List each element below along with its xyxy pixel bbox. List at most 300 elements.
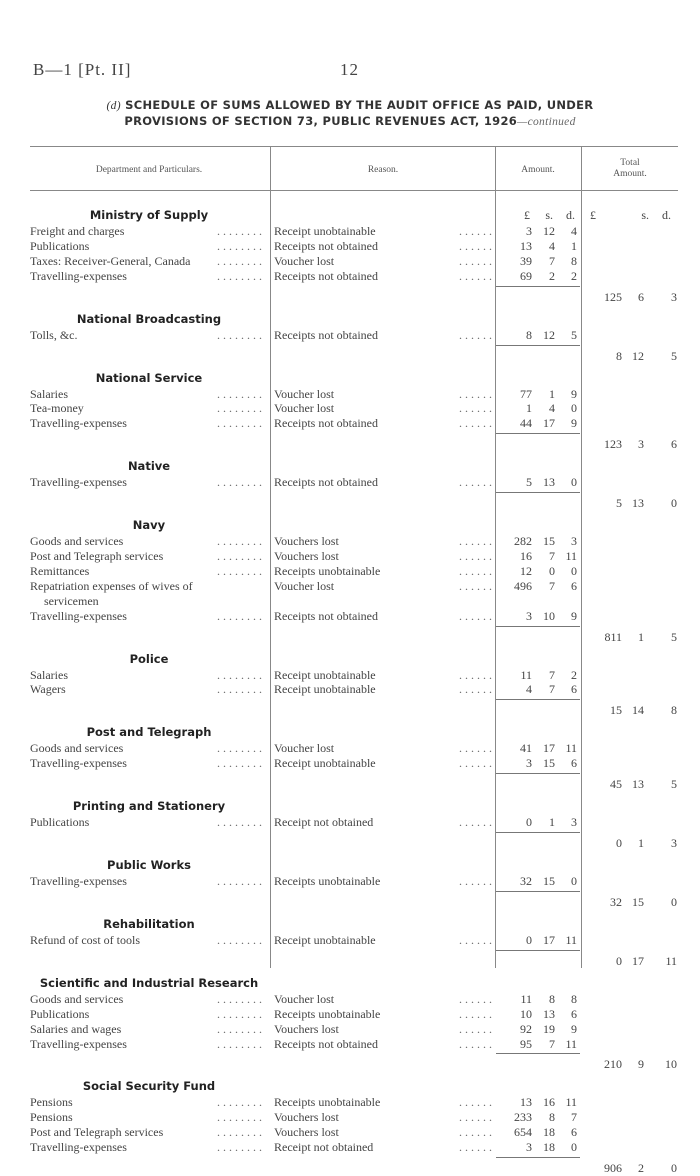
amount-shillings: 0 <box>549 563 555 578</box>
leader-dots: . . . . . . . . <box>213 387 262 402</box>
amount-shillings: 12 <box>543 224 555 238</box>
leader-dots: . . . . . . <box>455 328 492 343</box>
reason-text: Receipt not obtained <box>274 815 374 830</box>
leader-dots: . . . . . . . . <box>213 1037 262 1052</box>
subtotal-rule <box>496 699 580 700</box>
particulars-cell <box>30 475 262 490</box>
leader-dots: . . . . . . . . <box>213 254 262 269</box>
reason-cell <box>274 609 492 624</box>
reason-text: Receipt unobtainable <box>274 682 376 697</box>
amount-shillings: 12 <box>543 327 555 342</box>
reason-text: Receipts unobtainable <box>274 563 381 578</box>
section-heading: National Broadcasting <box>76 311 222 326</box>
leader-dots: . . . . . . <box>455 682 492 697</box>
amount-shillings: 7 <box>549 253 555 268</box>
amount-pounds: 654 <box>514 1125 532 1140</box>
section-heading: Public Works <box>107 858 191 872</box>
leader-dots: . . . . . . . . <box>213 992 262 1007</box>
particulars-text: Publications <box>30 815 90 830</box>
section-total <box>588 437 680 451</box>
section-total <box>588 777 680 791</box>
reason-cell <box>274 682 492 697</box>
amount-pounds: 16 <box>520 549 532 563</box>
total-pence: 10 <box>665 1057 677 1072</box>
amount-cell <box>498 682 582 696</box>
total-pence: 5 <box>671 777 677 792</box>
amount-pence: 2 <box>571 667 577 682</box>
leader-dots: . . . . . . . . <box>213 1110 262 1125</box>
reason-text: Receipts not obtained <box>274 475 378 490</box>
particulars-text: servicemen <box>44 593 99 608</box>
leader-dots: . . . . . . . . <box>213 815 262 830</box>
total-pounds: 0 <box>616 836 622 850</box>
particulars-cell <box>30 992 262 1007</box>
reason-text: Voucher lost <box>274 991 335 1006</box>
reason-cell <box>274 756 492 771</box>
leader-dots: . . . . . . . . <box>213 416 262 431</box>
amount-pence: 9 <box>571 1021 577 1036</box>
total-shillings: 6 <box>638 289 644 304</box>
reason-text: Receipts not obtained <box>274 238 378 253</box>
section-heading: Ministry of Supply <box>89 208 209 222</box>
reason-text: Vouchers lost <box>274 1125 339 1140</box>
leader-dots: . . . . . . . . <box>213 1022 262 1037</box>
amount-shillings: 7 <box>549 682 555 697</box>
amount-pounds: 282 <box>514 534 532 549</box>
amount-pence: 8 <box>571 991 577 1006</box>
reason-text: Receipts not obtained <box>274 608 378 623</box>
subtotal-rule <box>496 433 580 434</box>
amount-shillings: 18 <box>543 1125 555 1140</box>
total-pence: 11 <box>665 953 677 968</box>
amount-cell <box>498 269 582 283</box>
particulars-text: Freight and charges <box>30 224 125 238</box>
leader-dots: . . . . . . . . <box>213 328 262 343</box>
section-total <box>588 1161 680 1175</box>
reason-cell <box>274 254 492 269</box>
particulars-cell <box>30 269 262 284</box>
leader-dots: . . . . . . <box>455 874 492 889</box>
total-pounds: 15 <box>610 703 622 718</box>
total-shillings: 13 <box>632 777 644 792</box>
amount-cell <box>498 579 582 593</box>
reason-cell <box>274 741 492 756</box>
particulars-cell <box>30 1022 262 1037</box>
particulars-cell <box>30 254 262 269</box>
amount-pounds: 8 <box>526 327 532 342</box>
amount-shillings: 15 <box>543 534 555 549</box>
particulars-cell <box>30 682 262 697</box>
amount-cell <box>498 549 582 563</box>
reason-cell <box>274 1095 492 1110</box>
amount-cell <box>498 564 582 578</box>
particulars-text: Goods and services <box>30 991 124 1006</box>
particulars-text: Publications <box>30 1006 90 1021</box>
leader-dots: . . . . . . <box>455 1110 492 1125</box>
amount-cell <box>498 328 582 342</box>
particulars-text: Pensions <box>30 1110 73 1125</box>
amount-pounds: 13 <box>520 1095 532 1110</box>
amount-pence: 0 <box>571 401 577 416</box>
particulars-cell <box>30 1037 262 1052</box>
section-heading: Post and Telegraph <box>86 725 212 740</box>
section-total <box>588 954 680 968</box>
amount-pounds: 3 <box>526 1140 532 1155</box>
amount-pounds: 496 <box>514 578 532 593</box>
reason-text: Voucher lost <box>274 386 335 401</box>
particulars-text: Salaries <box>30 667 68 682</box>
amount-pounds: 41 <box>520 741 532 756</box>
leader-dots: . . . . . . <box>455 1125 492 1140</box>
amount-shillings-header: s. <box>545 208 553 222</box>
particulars-text: Pensions <box>30 1095 73 1110</box>
total-shillings: 12 <box>632 348 644 363</box>
amount-pence: 0 <box>571 1140 577 1155</box>
leader-dots: . . . . . . <box>455 549 492 564</box>
total-pounds: 811 <box>604 629 622 644</box>
particulars-text: Travelling-expenses <box>30 756 127 771</box>
subtotal-rule <box>496 1053 580 1054</box>
total-shillings: 15 <box>632 894 644 909</box>
amount-pence: 3 <box>571 815 577 830</box>
amount-pence: 9 <box>571 416 577 431</box>
amount-shillings: 15 <box>543 874 555 888</box>
particulars-cell <box>30 579 262 594</box>
reason-text: Voucher lost <box>274 578 335 593</box>
leader-dots: . . . . . . <box>455 1037 492 1052</box>
reason-text: Receipts not obtained <box>274 268 378 283</box>
amount-pence: 11 <box>565 932 577 947</box>
amount-shillings: 16 <box>543 1095 555 1110</box>
subtotal-rule <box>496 832 580 833</box>
subtotal-rule <box>496 950 580 951</box>
total-shillings: 2 <box>638 1161 644 1175</box>
amount-pounds: 4 <box>526 682 532 697</box>
section-heading: Native <box>127 459 171 474</box>
amount-pounds: 3 <box>526 608 532 623</box>
amount-pounds: 11 <box>520 667 532 682</box>
leader-dots: . . . . . . . . <box>213 549 262 564</box>
amount-cell <box>498 1140 582 1154</box>
amount-pounds: 77 <box>520 386 532 401</box>
amount-pence: 5 <box>571 327 577 342</box>
leader-dots: . . . . . . . . <box>213 239 262 254</box>
amount-pence: 6 <box>571 1006 577 1021</box>
leader-dots: . . . . . . <box>455 1022 492 1037</box>
total-pence-header: d. <box>662 208 671 222</box>
section-heading: Police <box>129 651 169 666</box>
column-header-department: Department and Particulars. <box>95 165 203 175</box>
leader-dots: . . . . . . <box>455 224 492 239</box>
particulars-text: Travelling-expenses <box>30 608 127 623</box>
amount-shillings: 17 <box>543 741 555 756</box>
leader-dots: . . . . . . . . <box>213 609 262 624</box>
total-pence: 5 <box>671 348 677 363</box>
particulars-cell <box>30 609 262 624</box>
leader-dots: . . . . . . <box>455 475 492 490</box>
total-pence: 0 <box>671 496 677 511</box>
title-text-1: SCHEDULE OF SUMS ALLOWED BY THE AUDIT OFFICE AS PAID, UNDER <box>125 98 594 112</box>
leader-dots: . . . . . . <box>455 1140 492 1155</box>
amount-pence: 9 <box>571 386 577 401</box>
particulars-text: Salaries and wages <box>30 1021 122 1036</box>
section-heading: Social Security Fund <box>82 1079 216 1094</box>
leader-dots: . . . . . . <box>455 239 492 254</box>
total-pounds: 45 <box>610 777 622 792</box>
particulars-cell <box>30 328 262 343</box>
amount-pounds: 11 <box>520 991 532 1006</box>
reason-cell <box>274 1007 492 1022</box>
particulars-text: Travelling-expenses <box>30 268 127 283</box>
leader-dots: . . . . . . . . <box>213 874 262 889</box>
particulars-cell <box>30 416 262 431</box>
total-pence: 3 <box>671 289 677 304</box>
leader-dots: . . . . . . <box>455 668 492 683</box>
subtotal-rule <box>496 286 580 287</box>
section-total <box>588 1057 680 1071</box>
section-total <box>588 630 680 644</box>
total-pounds: 32 <box>610 894 622 909</box>
leader-dots: . . . . . . . . <box>213 269 262 284</box>
amount-pounds: 95 <box>520 1036 532 1051</box>
title-suffix: —continued <box>517 116 576 128</box>
leader-dots: . . . . . . . . <box>213 564 262 579</box>
total-pence: 3 <box>671 836 677 850</box>
leader-dots: . . . . . . <box>455 401 492 416</box>
particulars-text: Goods and services <box>30 534 124 549</box>
amount-cell <box>498 1125 582 1139</box>
reason-cell <box>274 1037 492 1052</box>
subtotal-rule <box>496 773 580 774</box>
amount-cell <box>498 815 582 829</box>
particulars-text: Taxes: Receiver-General, Canada <box>30 253 191 268</box>
reason-cell <box>274 1110 492 1125</box>
amount-pounds: 1 <box>526 401 532 416</box>
reason-cell <box>274 933 492 948</box>
reason-cell <box>274 579 492 594</box>
particulars-text: Travelling-expenses <box>30 1140 127 1155</box>
total-pence: 0 <box>671 1161 677 1175</box>
amount-pounds: 0 <box>526 932 532 947</box>
amount-cell <box>498 254 582 268</box>
section-total <box>588 836 680 850</box>
total-pounds: 906 <box>604 1161 622 1175</box>
amount-pounds: 3 <box>526 224 532 238</box>
amount-shillings: 1 <box>549 386 555 401</box>
particulars-text: Tolls, &c. <box>30 327 78 342</box>
particulars-cell <box>30 815 262 830</box>
total-pounds: 210 <box>604 1057 622 1072</box>
amount-cell <box>498 224 582 238</box>
total-shillings: 9 <box>638 1057 644 1072</box>
particulars-cell <box>30 224 262 239</box>
subtotal-rule <box>496 626 580 627</box>
particulars-cell <box>30 1125 262 1140</box>
amount-pence: 6 <box>571 682 577 697</box>
reason-text: Receipts unobtainable <box>274 1006 381 1021</box>
total-pence: 6 <box>671 437 677 452</box>
total-shillings: 13 <box>632 496 644 511</box>
leader-dots: . . . . . . <box>455 534 492 549</box>
reason-text: Receipt unobtainable <box>274 224 376 238</box>
particulars-text: Remittances <box>30 563 90 578</box>
section-total <box>588 349 680 363</box>
reason-cell <box>274 269 492 284</box>
leader-dots: . . . . . . . . <box>213 682 262 697</box>
amount-pence: 0 <box>571 563 577 578</box>
amount-cell <box>498 475 582 489</box>
reason-text: Receipt unobtainable <box>274 667 376 682</box>
particulars-text: Tea-money <box>30 401 84 416</box>
amount-shillings: 15 <box>543 756 555 771</box>
amount-cell <box>498 933 582 947</box>
amount-pounds: 3 <box>526 756 532 771</box>
reason-cell <box>274 564 492 579</box>
total-pounds: 125 <box>604 289 622 304</box>
amount-pence: 11 <box>565 1036 577 1051</box>
particulars-text: Travelling-expenses <box>30 1036 127 1051</box>
reason-text: Receipt not obtained <box>274 1140 374 1155</box>
leader-dots: . . . . . . <box>455 387 492 402</box>
amount-cell <box>498 387 582 401</box>
total-header-line-2: Amount. <box>613 169 647 179</box>
particulars-cell <box>30 549 262 564</box>
leader-dots: . . . . . . <box>455 564 492 579</box>
particulars-text: Publications <box>30 238 90 253</box>
amount-shillings: 17 <box>543 416 555 431</box>
reason-text: Voucher lost <box>274 253 335 268</box>
particulars-cell <box>30 387 262 402</box>
amount-cell <box>498 609 582 623</box>
section-heading: Printing and Stationery <box>72 799 226 814</box>
amount-cell <box>498 416 582 430</box>
particulars-text: Travelling-expenses <box>30 475 127 490</box>
reason-cell <box>274 1022 492 1037</box>
amount-shillings: 2 <box>549 268 555 283</box>
reason-cell <box>274 549 492 564</box>
amount-pence: 7 <box>571 1110 577 1125</box>
amount-pence: 8 <box>571 253 577 268</box>
leader-dots: . . . . . . <box>455 992 492 1007</box>
particulars-cell <box>30 401 262 416</box>
particulars-text: Travelling-expenses <box>30 874 127 888</box>
subtotal-rule <box>496 891 580 892</box>
amount-cell <box>498 1022 582 1036</box>
amount-pence: 6 <box>571 756 577 771</box>
leader-dots: . . . . . . <box>455 579 492 594</box>
leader-dots: . . . . . . . . <box>213 756 262 771</box>
reason-text: Receipts not obtained <box>274 1036 378 1051</box>
leader-dots: . . . . . . . . <box>213 401 262 416</box>
leader-dots: . . . . . . . . <box>213 1140 262 1155</box>
amount-cell <box>498 668 582 682</box>
total-shillings: 3 <box>638 437 644 452</box>
amount-shillings: 7 <box>549 1036 555 1051</box>
amount-pence: 6 <box>571 1125 577 1140</box>
subtotal-rule <box>496 1157 580 1158</box>
reason-cell <box>274 416 492 431</box>
particulars-text: Salaries <box>30 386 68 401</box>
subtotal-rule <box>496 345 580 346</box>
particulars-cell <box>30 1140 262 1155</box>
amount-shillings: 7 <box>549 549 555 563</box>
amount-cell <box>498 1037 582 1051</box>
particulars-cell <box>30 534 262 549</box>
total-header-line-1: Total <box>620 158 640 168</box>
amount-pence: 11 <box>565 549 577 563</box>
amount-shillings: 1 <box>549 815 555 830</box>
reason-text: Receipts unobtainable <box>274 1095 381 1110</box>
reason-cell <box>274 815 492 830</box>
amount-cell <box>498 741 582 755</box>
reason-text: Voucher lost <box>274 401 335 416</box>
reason-text: Voucher lost <box>274 741 335 756</box>
amount-pounds: 44 <box>520 416 532 431</box>
amount-pounds: 69 <box>520 268 532 283</box>
total-pence: 8 <box>671 703 677 718</box>
leader-dots: . . . . . . <box>455 609 492 624</box>
amount-pounds: 32 <box>520 874 532 888</box>
amount-pence: 1 <box>571 238 577 253</box>
total-pounds: 0 <box>616 953 622 968</box>
particulars-cell <box>30 668 262 683</box>
reason-cell <box>274 1140 492 1155</box>
total-shillings: 14 <box>632 703 644 718</box>
amount-shillings: 7 <box>549 667 555 682</box>
total-pounds: 123 <box>604 437 622 452</box>
amount-pence: 11 <box>565 1095 577 1110</box>
leader-dots: . . . . . . . . <box>213 668 262 683</box>
total-pence: 0 <box>671 894 677 909</box>
amount-shillings: 4 <box>549 238 555 253</box>
section-total <box>588 895 680 909</box>
amount-pounds: 0 <box>526 815 532 830</box>
amount-shillings: 7 <box>549 578 555 593</box>
amount-pence: 3 <box>571 534 577 549</box>
particulars-text: Refund of cost of tools <box>30 932 140 947</box>
leader-dots: . . . . . . <box>455 269 492 284</box>
leader-dots: . . . . . . . . <box>213 534 262 549</box>
amount-shillings: 8 <box>549 991 555 1006</box>
amount-shillings: 18 <box>543 1140 555 1155</box>
particulars-text: Wagers <box>30 682 66 697</box>
reason-text: Vouchers lost <box>274 549 339 563</box>
amount-cell <box>498 1095 582 1109</box>
leader-dots: . . . . . . <box>455 254 492 269</box>
column-header-amount: Amount. <box>521 165 555 175</box>
leader-dots: . . . . . . . . <box>213 1125 262 1140</box>
total-shillings: 1 <box>638 836 644 850</box>
leader-dots: . . . . . . <box>455 756 492 771</box>
amount-pence: 4 <box>571 224 577 238</box>
reason-text: Receipts not obtained <box>274 327 378 342</box>
total-shillings-header: s. <box>641 208 649 222</box>
leader-dots: . . . . . . <box>455 815 492 830</box>
reason-text: Receipt unobtainable <box>274 756 376 771</box>
section-heading: Rehabilitation <box>103 916 195 931</box>
leader-dots: . . . . . . . . <box>213 741 262 756</box>
amount-pence: 9 <box>571 608 577 623</box>
amount-shillings: 8 <box>549 1110 555 1125</box>
total-pounds: 5 <box>616 496 622 511</box>
total-shillings: 1 <box>638 629 644 644</box>
particulars-cell <box>30 564 262 579</box>
title-text-2: PROVISIONS OF SECTION 73, PUBLIC REVENUES ACT, 1926 <box>124 114 518 128</box>
amount-shillings: 10 <box>543 608 555 623</box>
column-header-reason: Reason. <box>367 165 399 175</box>
section-total <box>588 703 680 717</box>
particulars-text: Repatriation expenses of wives of <box>30 578 193 593</box>
